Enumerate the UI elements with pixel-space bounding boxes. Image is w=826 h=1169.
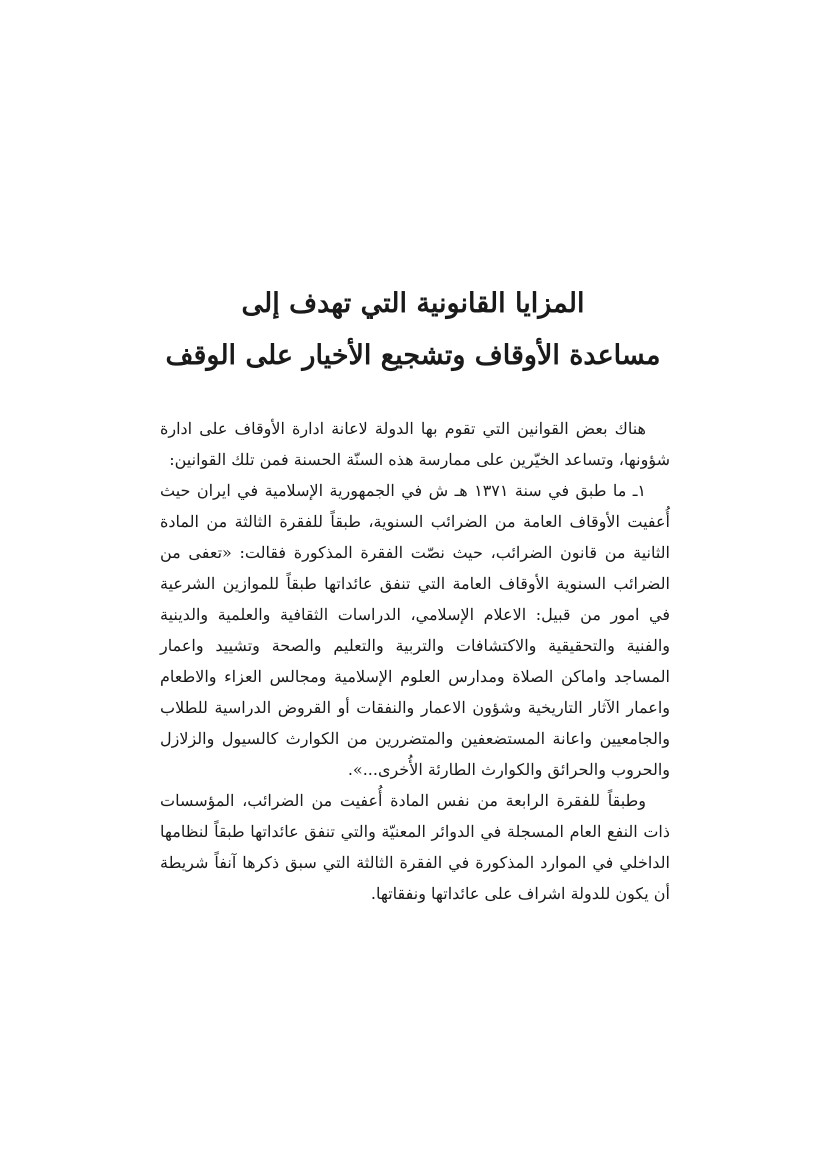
chapter-title-line-2: مساعدة الأوقاف وتشجيع الأخيار على الوقف — [165, 340, 661, 371]
chapter-title-line-1: المزايا القانونية التي تهدف إلى — [241, 288, 585, 319]
paragraph-item-1: ١ـ ما طبق في سنة ١٣٧١ هـ ش في الجمهورية الإسلامية في ايران حيث أُعفيت الأوقاف العامة من الضرائب السنوية، طبقاً للفقرة الثالثة من المادة الثانية من قانون الضرائب، حيث نصّت الفقرة المذكورة فقالت: «تعفى من الضرائب السنوية الأوقاف العامة التي تنفق عائداتها طبقاً للموازين الشرعية في امور من قبيل: الاعلام الإسلامي، الدراسات الثقافية والعلمية والدينية والفنية والتحقيقية والاكتشافات والتربية والتعليم والصحة وتشييد واعمار المساجد واماكن الصلاة ومدارس العلوم الإسلامية ومجالس العزاء والاطعام واعمار الآثار التاريخية وشؤون الاعمار والنفقات أو القروض الدراسية للطلاب والجامعيين واعانة المستضعفين والمتضررين من الكوارث كالسيول والزلازل والحروب والحرائق والكوارث الطارئة الأُخرى...». — [160, 481, 671, 779]
paragraph-item-2: وطبقاً للفقرة الرابعة من نفس المادة أُعفيت من الضرائب، المؤسسات ذات النفع العام المسجلة في الدوائر المعنيّة والتي تنفق عائداتها طبقاً لنظامها الداخلي في الموارد المذكورة في الفقرة الثالثة التي سبق ذكرها آنفاً شريطة أن يكون للدولة اشراف على عائداتها ونفقاتها. — [160, 791, 671, 903]
chapter-title — [150, 278, 676, 382]
body-text — [160, 413, 670, 909]
paragraph-intro: هناك بعض القوانين التي تقوم بها الدولة لاعانة ادارة الأوقاف على ادارة شؤونها، وتساعد الخيّرين على ممارسة هذه السنّة الحسنة فمن تلك القوانين: — [160, 419, 670, 469]
